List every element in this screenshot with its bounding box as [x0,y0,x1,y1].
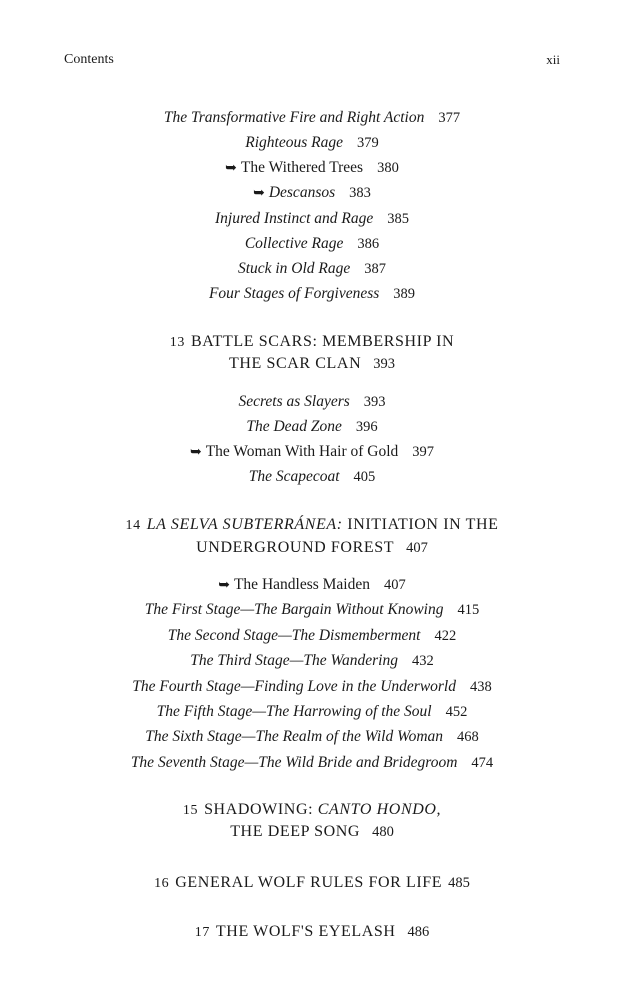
running-head: Contents [64,52,114,67]
story-arrow-icon: ➥ [253,186,265,201]
toc-entry: Righteous Rage 379 [245,134,379,151]
chapter-heading: 17 THE WOLF'S EYELASH 486 [194,923,430,940]
story-arrow-icon: ➥ [189,445,202,460]
entry-page: 387 [364,261,387,277]
chapter-heading: 16 GENERAL WOLF RULES FOR LIFE 485 [154,874,470,891]
chapter-number: 17 [194,925,210,940]
toc-entry: The Third Stage—The Wandering 432 [190,652,434,669]
toc-entry: The First Stage—The Bargain Without Knowing 415 [144,601,480,618]
entry-page: 380 [377,160,399,176]
toc-entry-story: ➥ The Handless Maiden 407 [218,576,406,593]
entry-page: 386 [357,236,380,252]
toc-entry: The Second Stage—The Dismemberment 422 [167,627,457,644]
entry-page: 452 [445,704,468,720]
toc-entry: The Fifth Stage—The Harrowing of the Soul 452 [156,703,468,720]
chapter-heading-line2: THE DEEP SONG 480 [230,823,394,840]
toc-entry: Injured Instinct and Rage 385 [214,210,410,227]
entry-page: 385 [387,211,410,227]
chapter-page: 407 [406,540,428,556]
toc-entry: Stuck in Old Rage 387 [237,260,387,277]
chapter-heading: 14 LA SELVA SUBTERRÁNEA: INITIATION IN THE [125,516,499,533]
entry-page: 393 [363,394,386,410]
toc-entry: Four Stages of Forgiveness 389 [208,285,416,302]
toc-entry: The Sixth Stage—The Realm of the Wild Woman 468 [145,728,479,745]
entry-page: 377 [438,110,461,126]
story-arrow-icon: ➥ [225,161,237,176]
entry-page: 383 [349,185,371,201]
entry-page: 405 [353,469,376,485]
entry-page: 432 [411,653,434,669]
story-arrow-icon: ➥ [218,578,230,593]
chapter-page: 485 [448,875,470,891]
toc-entry: The Transformative Fire and Right Action 377 [163,109,461,126]
chapter-page: 486 [407,924,430,940]
toc-entry-story: ➥ The Woman With Hair of Gold 397 [189,443,435,460]
entry-page: 415 [457,602,480,618]
entry-page: 397 [412,444,435,460]
entry-page: 474 [471,755,494,771]
chapter-heading: 15 SHADOWING: CANTO HONDO, [182,801,442,818]
page-number: xii [546,52,560,67]
entry-page: 468 [457,729,479,745]
toc-entry: The Seventh Stage—The Wild Bride and Bridegroom 474 [130,754,494,771]
page-header [64,52,560,72]
toc-entry: The Fourth Stage—Finding Love in the Underworld 438 [132,678,492,695]
chapter-page: 480 [372,824,394,840]
toc-entry: Secrets as Slayers 393 [238,393,386,410]
chapter-heading: 13 BATTLE SCARS: MEMBERSHIP IN [169,333,455,350]
entry-page: 422 [434,628,457,644]
chapter-number: 16 [154,876,170,891]
entry-page: 438 [470,679,492,695]
chapter-number: 13 [169,335,185,350]
entry-page: 379 [356,135,379,151]
chapter-heading-line2: UNDERGROUND FOREST 407 [196,539,428,556]
chapter-number: 14 [125,518,141,533]
toc-entry: The Scapecoat 405 [248,468,376,485]
toc-entry: Collective Rage 386 [244,235,380,252]
chapter-heading-line2: THE SCAR CLAN 393 [228,355,395,372]
chapter-number: 15 [182,803,199,818]
entry-page: 396 [355,419,378,435]
toc-entry: The Dead Zone 396 [246,418,378,435]
entry-page: 389 [393,286,416,302]
entry-page: 407 [384,577,406,593]
toc-entry-story: ➥ The Withered Trees 380 [225,159,399,176]
toc-entry-story: ➥ Descansos 383 [253,184,371,201]
chapter-page: 393 [373,356,395,372]
